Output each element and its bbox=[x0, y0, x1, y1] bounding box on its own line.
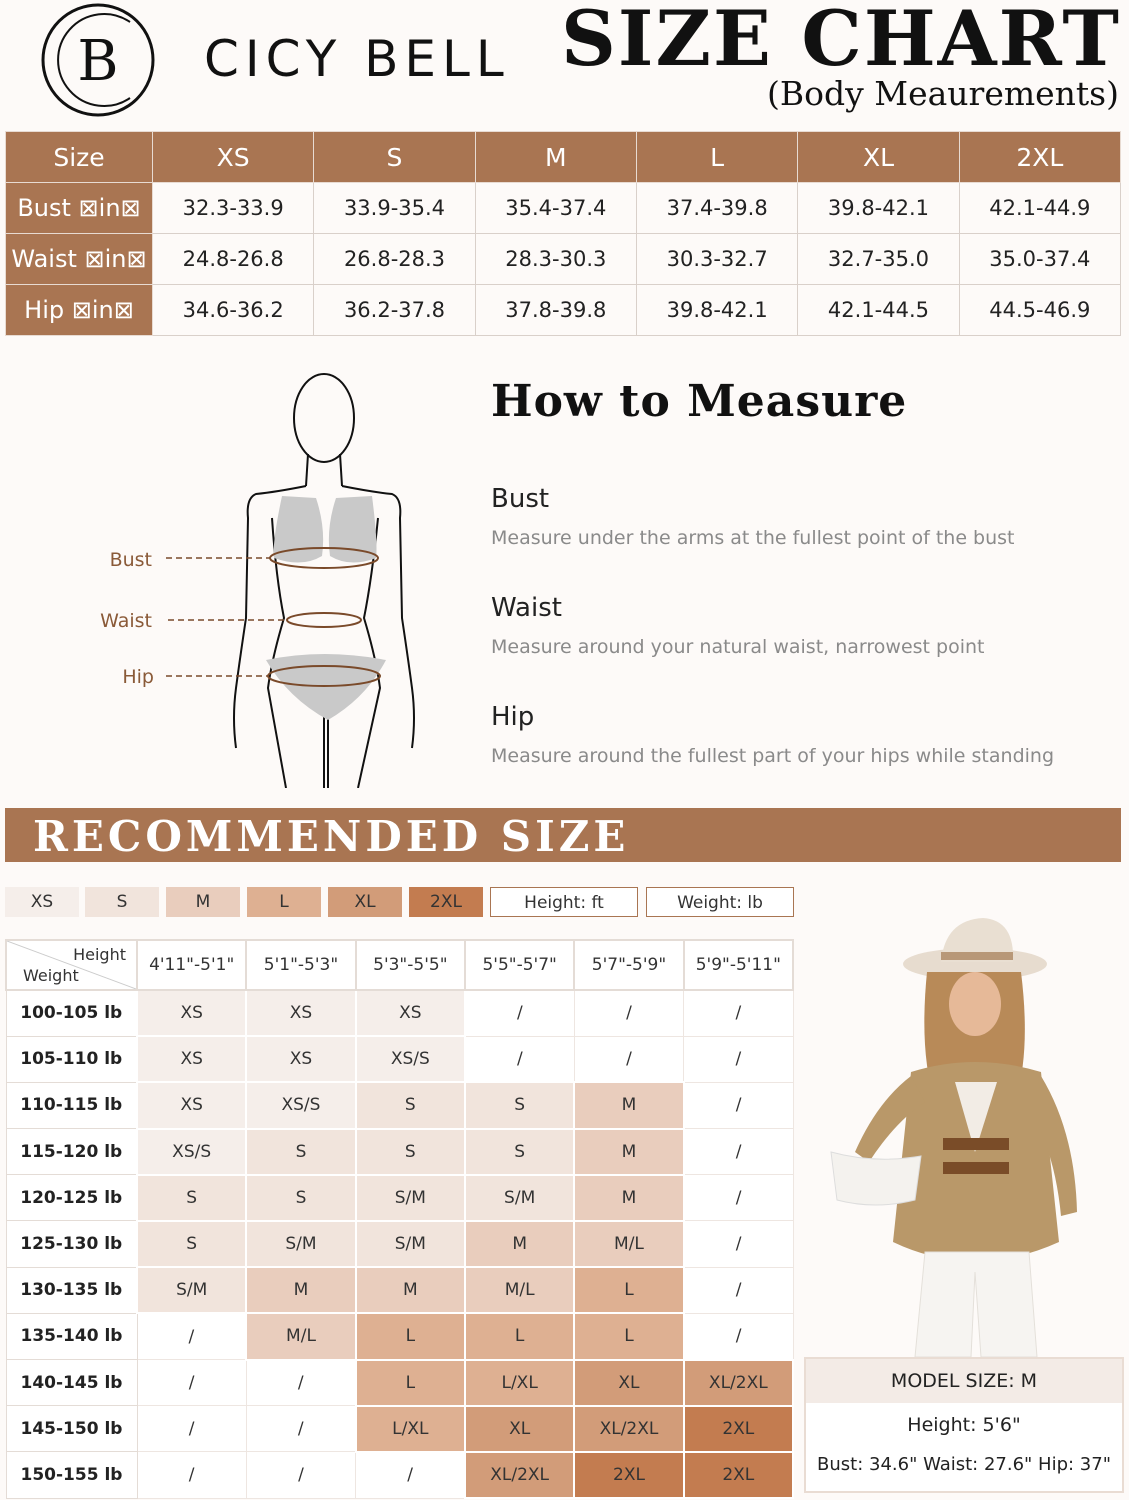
size-cell: M bbox=[574, 1082, 683, 1128]
table-cell: 35.4-37.4 bbox=[475, 183, 636, 234]
size-cell: M/L bbox=[246, 1313, 355, 1359]
size-cell: XS/S bbox=[246, 1082, 355, 1128]
size-cell: / bbox=[684, 1082, 793, 1128]
figure-label-waist: Waist bbox=[100, 610, 152, 632]
size-header-cell: 2XL bbox=[959, 132, 1120, 183]
legend-swatch-l: L bbox=[247, 887, 321, 917]
size-header-cell: L bbox=[636, 132, 797, 183]
size-cell: XS bbox=[137, 1082, 246, 1128]
row-label: Hip ⊠in⊠ bbox=[6, 285, 153, 336]
measure-label-bust: Bust bbox=[491, 484, 550, 514]
page-title: SIZE CHART bbox=[561, 0, 1121, 83]
size-cell: / bbox=[246, 1406, 355, 1452]
size-table-header bbox=[6, 132, 1121, 183]
size-cell: L bbox=[574, 1313, 683, 1359]
table-row bbox=[6, 234, 1121, 285]
weight-label: 115-120 lb bbox=[6, 1129, 137, 1175]
body-figure-illustration bbox=[96, 368, 436, 788]
size-header-cell: M bbox=[475, 132, 636, 183]
size-cell: XS bbox=[137, 1036, 246, 1082]
table-cell: 32.7-35.0 bbox=[798, 234, 959, 285]
size-cell: / bbox=[137, 1313, 246, 1359]
table-row bbox=[6, 1267, 793, 1313]
height-header: 4'11"-5'1" bbox=[137, 940, 246, 990]
table-cell: 36.2-37.8 bbox=[314, 285, 475, 336]
weight-label: 120-125 lb bbox=[6, 1175, 137, 1221]
size-cell: S/M bbox=[137, 1267, 246, 1313]
size-cell: / bbox=[465, 990, 574, 1036]
legend-swatch-s: S bbox=[85, 887, 159, 917]
figure-label-hip: Hip bbox=[122, 666, 154, 688]
size-cell: / bbox=[574, 990, 683, 1036]
size-cell: XS bbox=[137, 990, 246, 1036]
size-cell: S/M bbox=[246, 1221, 355, 1267]
size-cell: S bbox=[465, 1082, 574, 1128]
size-cell: L bbox=[574, 1267, 683, 1313]
table-cell: 33.9-35.4 bbox=[314, 183, 475, 234]
size-cell: XL/2XL bbox=[684, 1360, 793, 1406]
size-cell: S bbox=[356, 1082, 465, 1128]
size-cell: M bbox=[356, 1267, 465, 1313]
size-cell: M bbox=[574, 1129, 683, 1175]
legend-swatch-2xl: 2XL bbox=[409, 887, 483, 917]
size-header-cell: Size bbox=[6, 132, 153, 183]
legend-weight-unit: Weight: lb bbox=[646, 887, 794, 917]
size-cell: / bbox=[684, 1036, 793, 1082]
weight-label: 150-155 lb bbox=[6, 1452, 137, 1498]
weight-label: 110-115 lb bbox=[6, 1082, 137, 1128]
table-cell: 42.1-44.5 bbox=[798, 285, 959, 336]
size-cell: M bbox=[246, 1267, 355, 1313]
weight-label: 145-150 lb bbox=[6, 1406, 137, 1452]
table-row bbox=[6, 1452, 793, 1498]
how-to-measure-title: How to Measure bbox=[491, 376, 908, 427]
table-row bbox=[6, 1036, 793, 1082]
recommended-title: RECOMMENDED SIZE bbox=[33, 812, 630, 861]
measure-desc-bust: Measure under the arms at the fullest point of the bust bbox=[491, 527, 1015, 549]
table-cell: 28.3-30.3 bbox=[475, 234, 636, 285]
size-cell: 2XL bbox=[684, 1406, 793, 1452]
table-cell: 42.1-44.9 bbox=[959, 183, 1120, 234]
recommended-banner bbox=[5, 808, 1121, 862]
figure-label-bust: Bust bbox=[109, 549, 152, 571]
row-label: Waist ⊠in⊠ bbox=[6, 234, 153, 285]
size-cell: L bbox=[356, 1313, 465, 1359]
page-subtitle: (Body Meaurements) bbox=[767, 74, 1119, 113]
size-cell: XL/2XL bbox=[574, 1406, 683, 1452]
table-row bbox=[6, 1175, 793, 1221]
model-measurements: Bust: 34.6" Waist: 27.6" Hip: 37" bbox=[817, 1454, 1111, 1475]
table-cell: 37.4-39.8 bbox=[636, 183, 797, 234]
size-cell: L/XL bbox=[356, 1406, 465, 1452]
height-header: 5'3"-5'5" bbox=[356, 940, 465, 990]
weight-label: 130-135 lb bbox=[6, 1267, 137, 1313]
weight-label: 135-140 lb bbox=[6, 1313, 137, 1359]
table-cell: 34.6-36.2 bbox=[153, 285, 314, 336]
table-row bbox=[6, 1360, 793, 1406]
size-cell: L/XL bbox=[465, 1360, 574, 1406]
size-cell: M/L bbox=[465, 1267, 574, 1313]
corner-weight-label: Weight bbox=[23, 966, 79, 985]
measure-desc-hip: Measure around the fullest part of your hips while standing bbox=[491, 745, 1055, 767]
size-cell: S bbox=[137, 1175, 246, 1221]
size-cell: S/M bbox=[465, 1175, 574, 1221]
table-header-row bbox=[6, 940, 793, 990]
brand-logo bbox=[40, 2, 156, 118]
size-cell: XS bbox=[246, 1036, 355, 1082]
size-cell: / bbox=[137, 1360, 246, 1406]
table-cell: 35.0-37.4 bbox=[959, 234, 1120, 285]
size-table bbox=[5, 131, 1121, 336]
model-photo bbox=[815, 912, 1121, 1357]
legend-swatch-m: M bbox=[166, 887, 240, 917]
legend-swatch-xs: XS bbox=[5, 887, 79, 917]
size-cell: / bbox=[137, 1452, 246, 1498]
height-header: 5'5"-5'7" bbox=[465, 940, 574, 990]
size-cell: / bbox=[684, 990, 793, 1036]
weight-label: 140-145 lb bbox=[6, 1360, 137, 1406]
table-row bbox=[6, 183, 1121, 234]
size-cell: / bbox=[684, 1129, 793, 1175]
size-cell: / bbox=[684, 1267, 793, 1313]
measure-desc-waist: Measure around your natural waist, narrowest point bbox=[491, 636, 985, 658]
table-cell: 26.8-28.3 bbox=[314, 234, 475, 285]
table-cell: 44.5-46.9 bbox=[959, 285, 1120, 336]
weight-label: 105-110 lb bbox=[6, 1036, 137, 1082]
table-row bbox=[6, 1129, 793, 1175]
size-cell: XS/S bbox=[137, 1129, 246, 1175]
size-cell: / bbox=[246, 1452, 355, 1498]
model-height: Height: 5'6" bbox=[907, 1414, 1021, 1436]
row-label: Bust ⊠in⊠ bbox=[6, 183, 153, 234]
size-cell: / bbox=[574, 1036, 683, 1082]
size-cell: M/L bbox=[574, 1221, 683, 1267]
measure-label-waist: Waist bbox=[491, 593, 562, 623]
size-cell: / bbox=[684, 1175, 793, 1221]
size-cell: 2XL bbox=[574, 1452, 683, 1498]
size-cell: S bbox=[137, 1221, 246, 1267]
size-cell: XL bbox=[574, 1360, 683, 1406]
table-row bbox=[6, 1221, 793, 1267]
table-cell: 39.8-42.1 bbox=[798, 183, 959, 234]
table-cell: 37.8-39.8 bbox=[475, 285, 636, 336]
size-header-cell: XS bbox=[153, 132, 314, 183]
model-info-box bbox=[804, 1357, 1124, 1493]
size-cell: / bbox=[356, 1452, 465, 1498]
size-cell: XS/S bbox=[356, 1036, 465, 1082]
table-row bbox=[6, 1313, 793, 1359]
size-cell: 2XL bbox=[684, 1452, 793, 1498]
legend-height-unit: Height: ft bbox=[490, 887, 638, 917]
height-header: 5'1"-5'3" bbox=[246, 940, 355, 990]
brand-name: CICY BELL bbox=[204, 30, 510, 88]
size-cell: M bbox=[574, 1175, 683, 1221]
height-header: 5'7"-5'9" bbox=[574, 940, 683, 990]
table-row bbox=[6, 1082, 793, 1128]
size-cell: S/M bbox=[356, 1175, 465, 1221]
size-cell: S bbox=[246, 1175, 355, 1221]
table-row bbox=[6, 990, 793, 1036]
corner-cell bbox=[6, 940, 137, 990]
table-cell: 39.8-42.1 bbox=[636, 285, 797, 336]
table-cell: 24.8-26.8 bbox=[153, 234, 314, 285]
size-cell: / bbox=[684, 1221, 793, 1267]
height-header: 5'9"-5'11" bbox=[684, 940, 793, 990]
size-cell: S bbox=[465, 1129, 574, 1175]
size-header-cell: XL bbox=[798, 132, 959, 183]
size-cell: XS bbox=[246, 990, 355, 1036]
table-cell: 32.3-33.9 bbox=[153, 183, 314, 234]
recommended-size-table bbox=[5, 939, 794, 1499]
size-cell: XL bbox=[465, 1406, 574, 1452]
size-cell: L bbox=[356, 1360, 465, 1406]
size-cell: XL/2XL bbox=[465, 1452, 574, 1498]
table-row bbox=[6, 285, 1121, 336]
legend-swatch-xl: XL bbox=[328, 887, 402, 917]
model-size: MODEL SIZE: M bbox=[806, 1359, 1122, 1403]
size-cell: / bbox=[246, 1360, 355, 1406]
size-cell: L bbox=[465, 1313, 574, 1359]
size-cell: S bbox=[246, 1129, 355, 1175]
measure-label-hip: Hip bbox=[491, 702, 535, 732]
weight-label: 100-105 lb bbox=[6, 990, 137, 1036]
size-cell: / bbox=[137, 1406, 246, 1452]
size-cell: S bbox=[356, 1129, 465, 1175]
size-header-cell: S bbox=[314, 132, 475, 183]
size-cell: XS bbox=[356, 990, 465, 1036]
size-cell: / bbox=[684, 1313, 793, 1359]
weight-label: 125-130 lb bbox=[6, 1221, 137, 1267]
table-row bbox=[6, 1406, 793, 1452]
table-cell: 30.3-32.7 bbox=[636, 234, 797, 285]
size-cell: / bbox=[465, 1036, 574, 1082]
svg-text:B: B bbox=[77, 29, 119, 94]
size-cell: M bbox=[465, 1221, 574, 1267]
size-cell: S/M bbox=[356, 1221, 465, 1267]
corner-height-label: Height bbox=[73, 945, 126, 964]
